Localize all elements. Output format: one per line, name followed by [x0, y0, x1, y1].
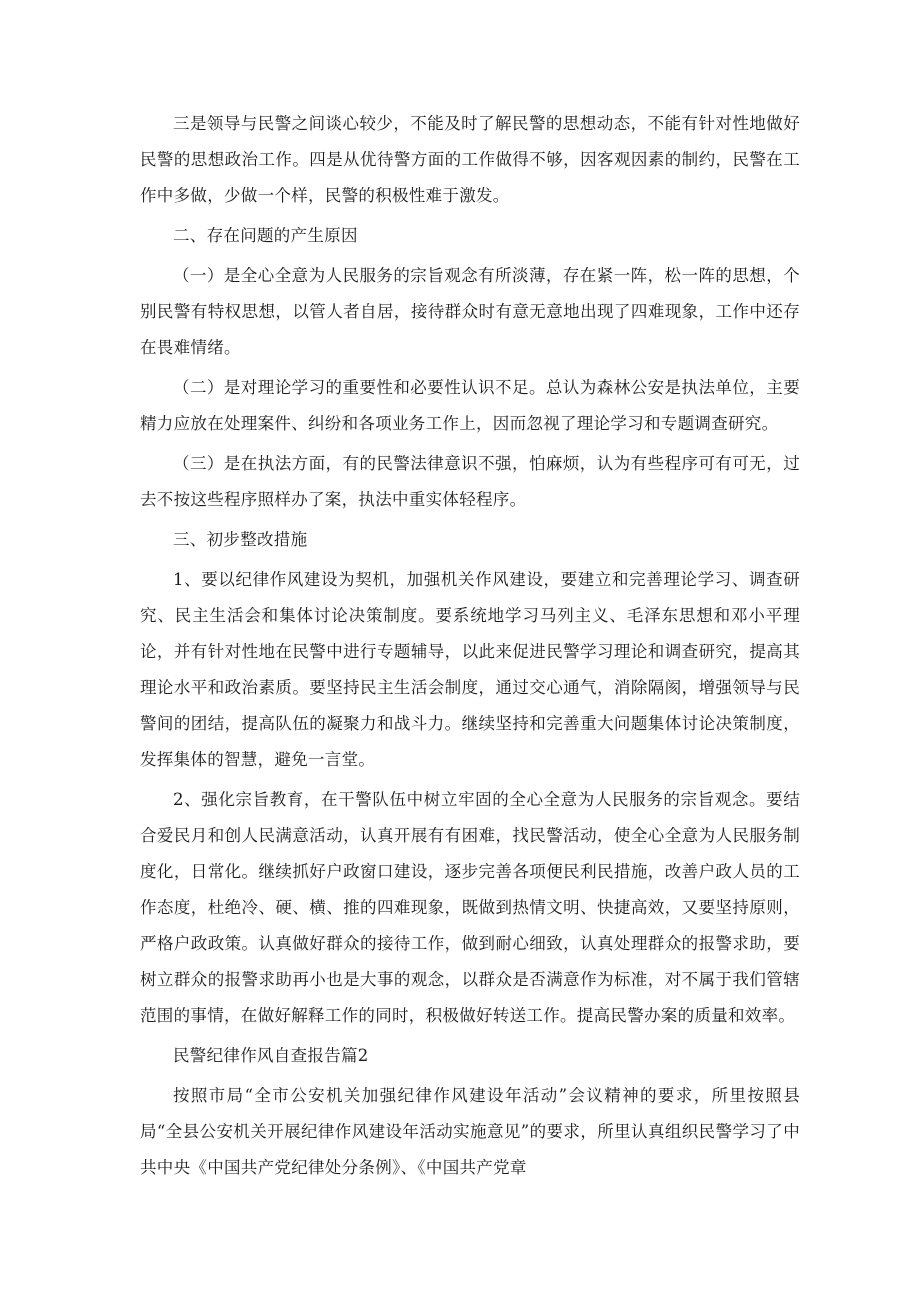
paragraph-cause-3: （三）是在执法方面，有的民警法律意识不强，怕麻烦，认为有些程序可有可无，过去不按这些程序照样办了案，执法中重实体轻程序。 [140, 454, 800, 509]
paragraph-report-2-intro: 按照市局“全市公安机关加强纪律作风建设年活动”会议精神的要求，所里按照县局“全县公安机关开展纪律作风建设年活动实施意见”的要求，所里认真组织民警学习了中共中央《中国共产党纪律处分条例》、《中国共产党章 [140, 1086, 800, 1177]
paragraph-cause-1: （一）是全心全意为人民服务的宗旨观念有所淡薄，存在紧一阵，松一阵的思想，个别民警有特权思想，以管人者自居，接待群众时有意无意地出现了四难现象，工作中还存在畏难情绪。 [140, 266, 800, 357]
section-heading-causes: 二、存在问题的产生原因 [173, 226, 358, 245]
section-heading-measures: 三、初步整改措施 [173, 530, 308, 549]
report-subtitle: 民警纪律作风自查报告篇2 [173, 1046, 369, 1065]
paragraph-measure-1: 1、要以纪律作风建设为契机，加强机关作风建设，要建立和完善理论学习、调查研究、民主生活会和集体讨论决策制度。要系统地学习马列主义、毛泽东思想和邓小平理论，并有针对性地在民警中进行专题辅导，以此来促进民警学习理论和调查研究，提高其理论水平和政治素质。要坚持民主生活会制度，通过交心通气，消除隔阂，增强领导与民警间的团结，提高队伍的凝聚力和战斗力。继续坚持和完善重大问题集体讨论决策制度，发挥集体的智慧，避免一言堂。 [140, 570, 800, 769]
paragraph-cause-2: （二）是对理论学习的重要性和必要性认识不足。总认为森林公安是执法单位，主要精力应放在处理案件、纠纷和各项业务工作上，因而忽视了理论学习和专题调查研究。 [140, 378, 800, 433]
document-page [140, 106, 800, 1186]
paragraph-measure-2: 2、强化宗旨教育，在干警队伍中树立牢固的全心全意为人民服务的宗旨观念。要结合爱民月和创人民满意活动，认真开展有有困难，找民警活动，使全心全意为人民服务制度化，日常化。继续抓好户政窗口建设，逐步完善各项便民利民措施，改善户政人员的工作态度，杜绝冷、硬、横、推的四难现象，既做到热情文明、快捷高效，又要坚持原则，严格户政政策。认真做好群众的接待工作，做到耐心细致，认真处理群众的报警求助，要树立群众的报警求助再小也是大事的观念，以群众是否满意作为标准，对不属于我们管辖范围的事情，在做好解释工作的同时，积极做好转送工作。提高民警办案的质量和效率。 [140, 790, 800, 1025]
paragraph-problems-continued: 三是领导与民警之间谈心较少，不能及时了解民警的思想动态，不能有针对性地做好民警的思想政治工作。四是从优待警方面的工作做得不够，因客观因素的制约，民警在工作中多做，少做一个样，民警的积极性难于激发。 [140, 114, 800, 205]
